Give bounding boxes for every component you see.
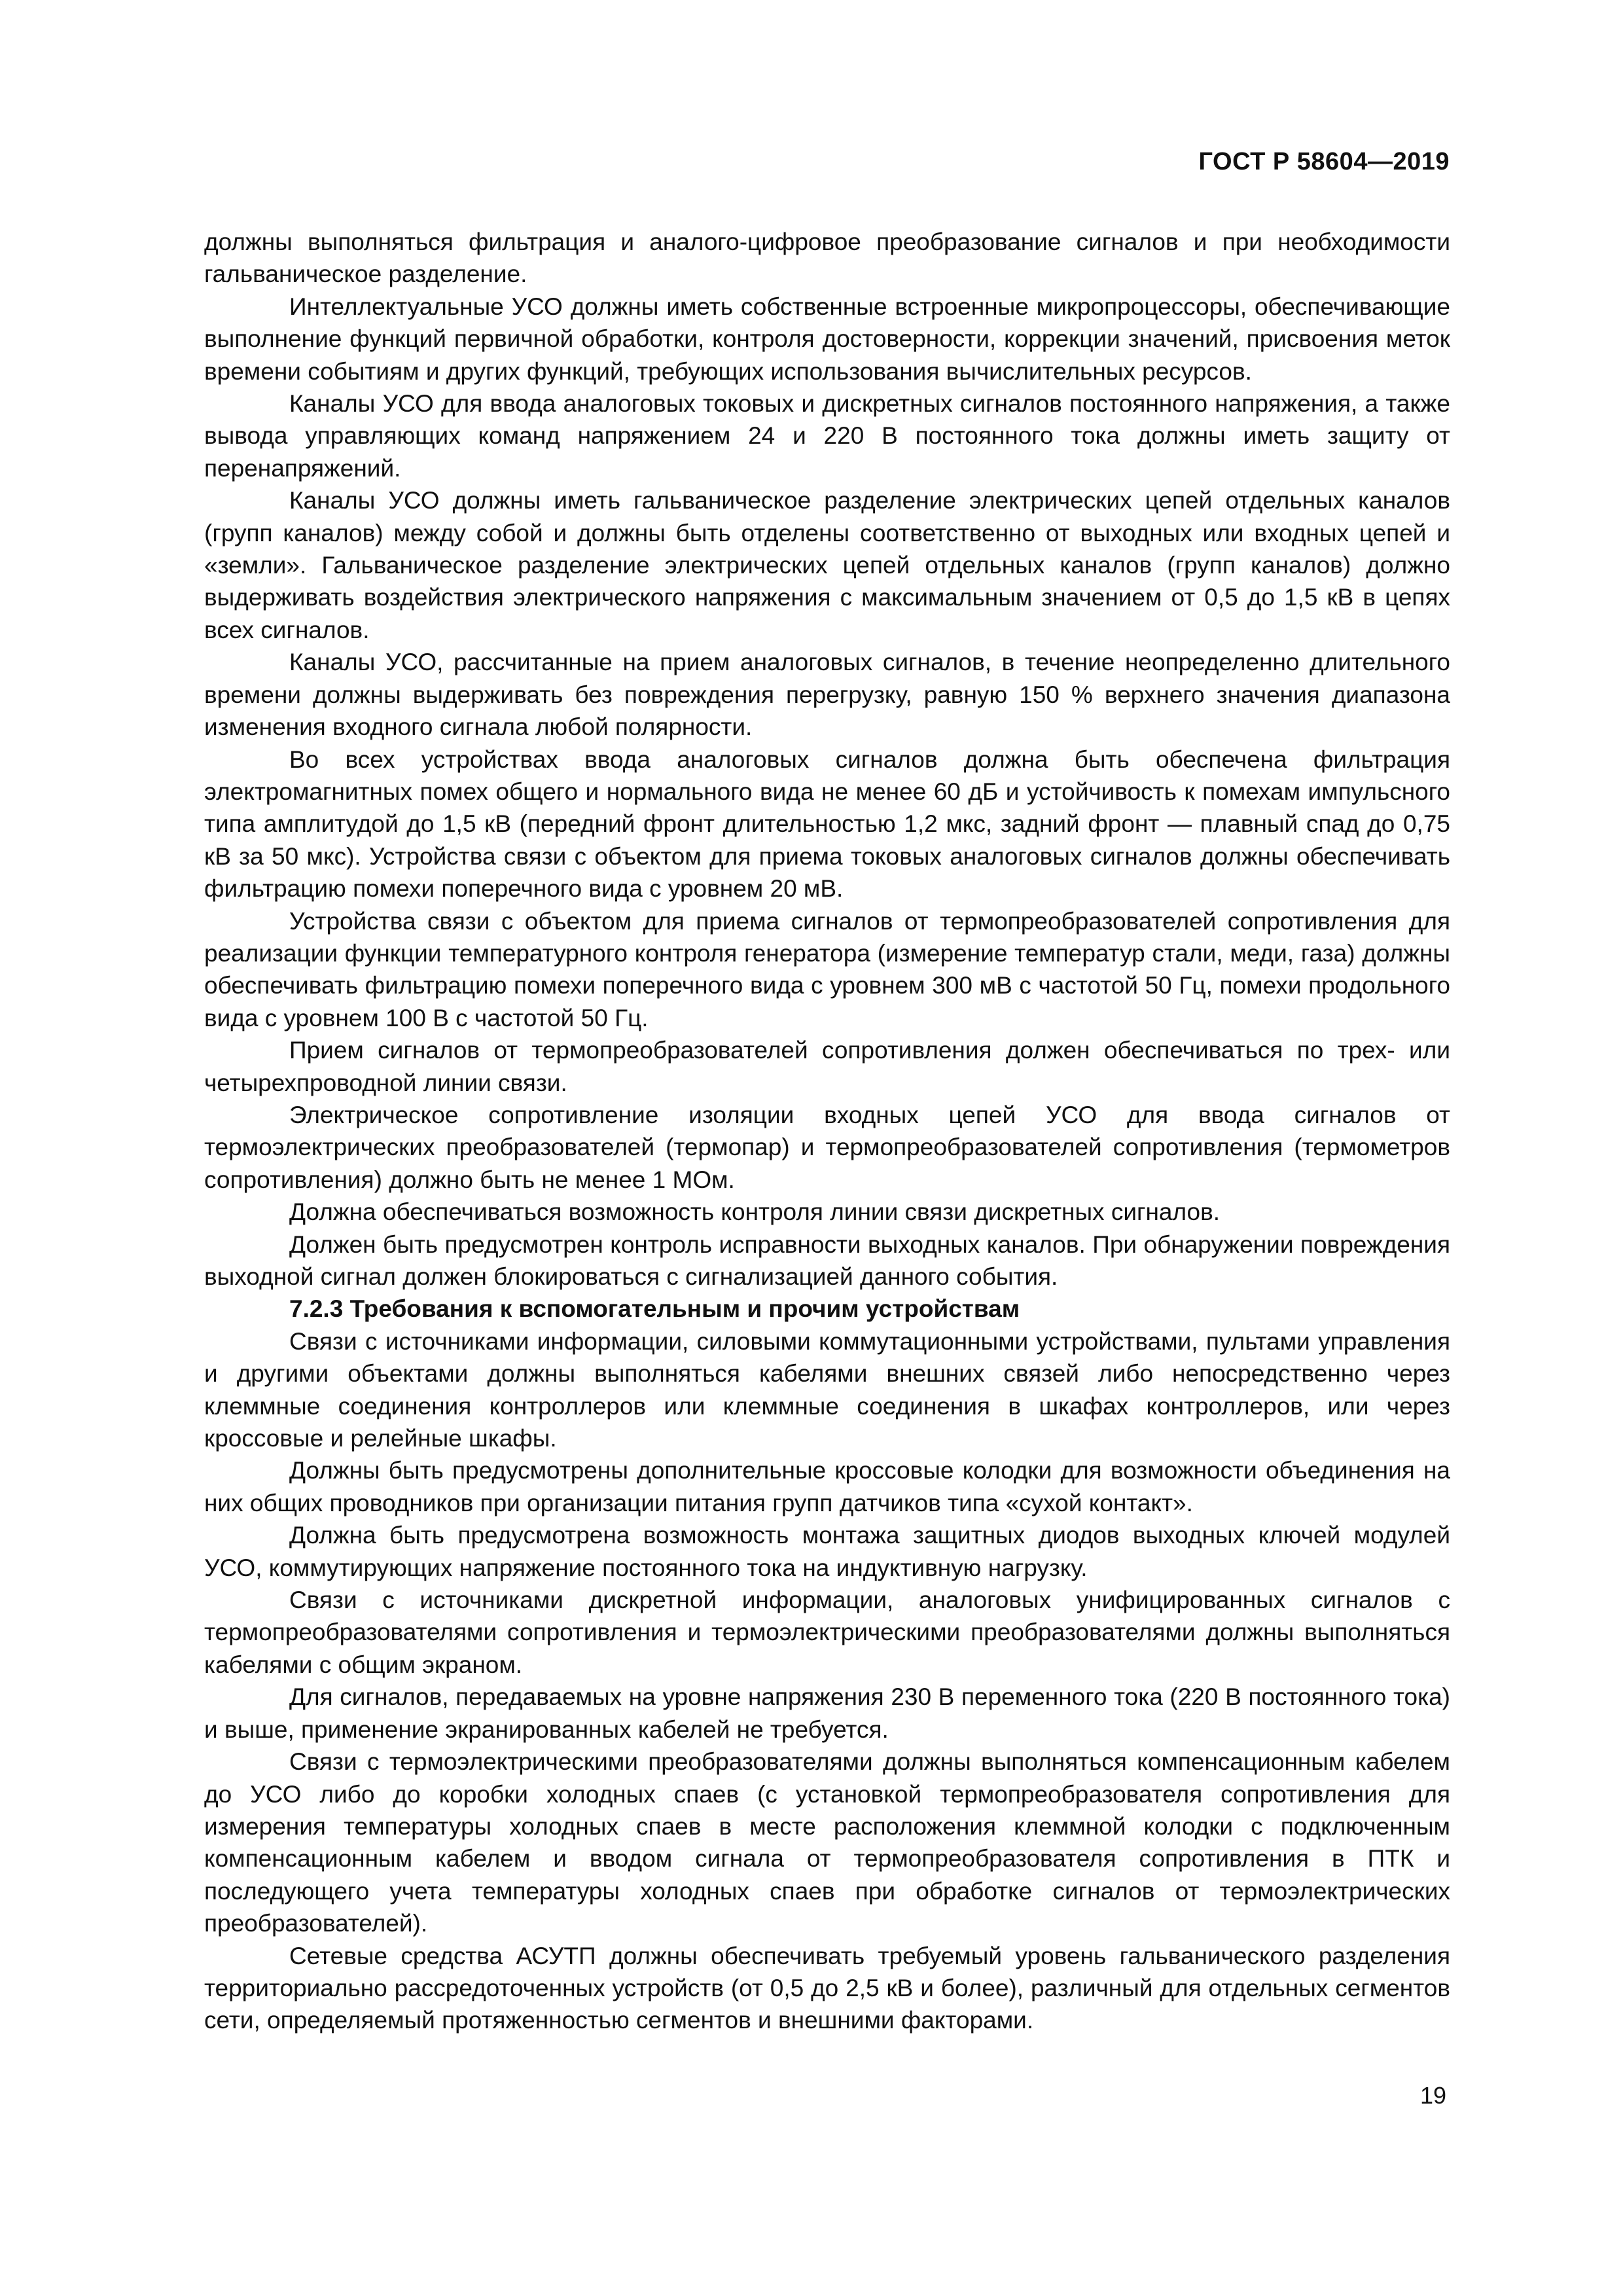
document-body bbox=[204, 226, 1450, 2037]
paragraph: Каналы УСО должны иметь гальваническое разделение электрических цепей отдельных каналов (групп каналов) между собой и должны быть отделены соответственно от выходных или входных цепей и «земли». Гальваническое разделение электрических цепей отдельных каналов (групп каналов) должно выдерживать воздействия электрического напряжения с максимальным значением от 0,5 до 1,5 кВ в цепях всех сигналов. bbox=[204, 487, 1450, 643]
section-paragraph: Сетевые средства АСУТП должны обеспечивать требуемый уровень гальванического разделения территориально рассредоточенных устройств (от 0,5 до 2,5 кВ и более), различный для отдельных сегментов сети, определяемый протяженностью сегментов и внешними факторами. bbox=[204, 1942, 1450, 2034]
section-paragraph: Должна быть предусмотрена возможность монтажа защитных диодов выходных ключей модулей УСО, коммутирующих напряжение постоянного тока на индуктивную нагрузку. bbox=[204, 1522, 1450, 1581]
paragraph: Каналы УСО, рассчитанные на прием аналоговых сигналов, в течение неопределенно длительного времени должны выдерживать без повреждения перегрузку, равную 150 % верхнего значения диапазона изменения входного сигнала любой полярности. bbox=[204, 649, 1450, 741]
paragraph: Должен быть предусмотрен контроль исправности выходных каналов. При обнаружении повреждения выходной сигнал должен блокироваться с сигнализацией данного события. bbox=[204, 1230, 1450, 1290]
section-paragraph: Для сигналов, передаваемых на уровне напряжения 230 В переменного тока (220 В постоянного тока) и выше, применение экранированных кабелей не требуется. bbox=[204, 1683, 1450, 1743]
paragraph: Прием сигналов от термопреобразователей сопротивления должен обеспечиваться по трех- или четырехпроводной линии связи. bbox=[204, 1037, 1450, 1096]
paragraph: Интеллектуальные УСО должны иметь собственные встроенные микропроцессоры, обеспечивающие выполнение функций первичной обработки, контроля достоверности, коррекции значений, присвоения меток времени событиям и других функций, требующих использования вычислительных ресурсов. bbox=[204, 293, 1450, 385]
paragraph: должны выполняться фильтрация и аналого-цифровое преобразование сигналов и при необходимости гальваническое разделение. bbox=[204, 228, 1450, 288]
paragraph: Должна обеспечиваться возможность контроля линии связи дискретных сигналов. bbox=[289, 1198, 1221, 1226]
paragraph: Устройства связи с объектом для приема сигналов от термопреобразователей сопротивления для реализации функции температурного контроля генератора (измерение температур стали, меди, газа) должны обеспечивать фильтрацию помехи поперечного вида с уровнем 300 мВ с частотой 50 Гц, помехи продольного вида с уровнем 100 В с частотой 50 Гц. bbox=[204, 907, 1450, 1031]
section-paragraph: Связи с термоэлектрическими преобразователями должны выполняться компенсационным кабелем до УСО либо до коробки холодных спаев (с установкой термопреобразователя сопротивления для измерения температуры холодных спаев в месте расположения клеммной колодки с подключенным компенсационным кабелем и вводом сигнала от термопреобразователя сопротивления в ПТК и последующего учета температуры холодных спаев при обработке сигналов от термоэлектрических преобразователей). bbox=[204, 1748, 1450, 1937]
page-number: 19 bbox=[1419, 2082, 1446, 2109]
section-paragraph: Должны быть предусмотрены дополнительные кроссовые колодки для возможности объединения на них общих проводников при организации питания групп датчиков типа «сухой контакт». bbox=[204, 1457, 1450, 1516]
section-paragraph: Связи с источниками дискретной информации, аналоговых унифицированных сигналов с термопреобразователями сопротивления и термоэлектрическими преобразователями должны выполняться кабелями с общим экраном. bbox=[204, 1587, 1450, 1678]
section-heading: 7.2.3 Требования к вспомогательным и прочим устройствам bbox=[289, 1295, 1020, 1323]
paragraph: Электрическое сопротивление изоляции входных цепей УСО для ввода сигналов от термоэлектрических преобразователей (термопар) и термопреобразователей сопротивления (термометров сопротивления) должно быть не менее 1 МОм. bbox=[204, 1101, 1450, 1193]
paragraph: Во всех устройствах ввода аналоговых сигналов должна быть обеспечена фильтрация электромагнитных помех общего и нормального вида не менее 60 дБ и устойчивость к помехам импульсного типа амплитудой до 1,5 кВ (передний фронт длительностью 1,2 мкс, задний фронт — плавный спад до 0,75 кВ за 50 мкс). Устройства связи с объектом для приема токовых аналоговых сигналов должны обеспечивать фильтрацию помехи поперечного вида с уровнем 20 мВ. bbox=[204, 745, 1450, 903]
paragraph: Каналы УСО для ввода аналоговых токовых и дискретных сигналов постоянного напряжения, а также вывода управляющих команд напряжением 24 и 220 В постоянного тока должны иметь защиту от перенапряжений. bbox=[204, 390, 1450, 482]
section-paragraph: Связи с источниками информации, силовыми коммутационными устройствами, пультами управления и другими объектами должны выполняться кабелями внешних связей либо непосредственно через клеммные соединения контроллеров или клеммные соединения в шкафах контроллеров, или через кроссовые и релейные шкафы. bbox=[204, 1327, 1450, 1452]
document-code: ГОСТ Р 58604—2019 bbox=[1198, 148, 1450, 175]
